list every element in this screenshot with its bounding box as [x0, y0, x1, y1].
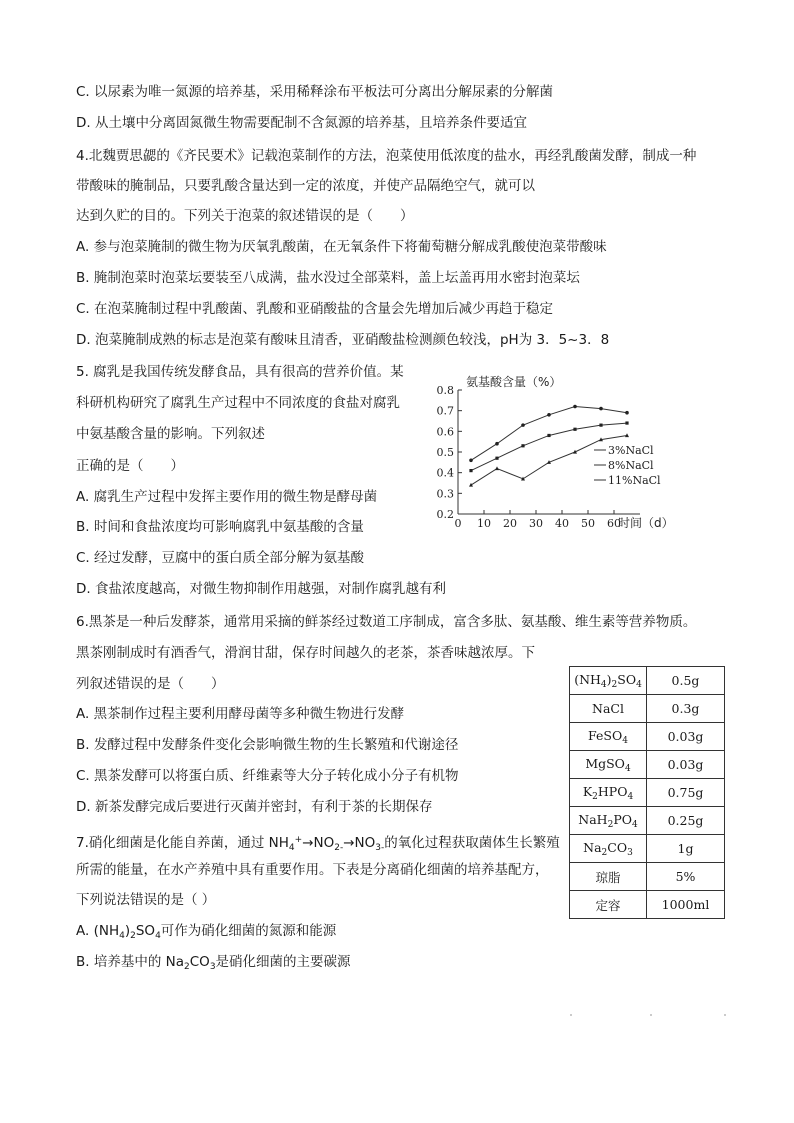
component-name: 2 [611, 679, 618, 690]
table-row [570, 863, 725, 891]
component-cell [570, 695, 647, 723]
data-point [625, 433, 629, 437]
x-tick-label: 30 [529, 517, 543, 530]
legend-entry: 3%NaCl [608, 444, 654, 457]
component-name: Na [583, 839, 602, 855]
q4-option-c: C. 在泡菜腌制过程中乳酸菌、乳酸和亚硝酸盐的含量会先增加后减少再趋于稳定 [76, 301, 554, 317]
subscript: 3- [375, 843, 385, 853]
q6-option-c: C. 黑茶发酵可以将蛋白质、纤维素等大分子转化成小分子有机物 [76, 768, 459, 784]
x-tick-label: 60 [607, 517, 621, 530]
component-cell [570, 779, 647, 807]
component-name: K [582, 783, 593, 799]
decorative-dot [570, 1014, 572, 1016]
q4-stem-line3: 达到久贮的目的。下列关于泡菜的叙述错误的是（ ） [76, 208, 414, 224]
x-tick-label: 50 [581, 517, 595, 530]
data-point [573, 405, 577, 409]
y-tick-label: 0.5 [436, 446, 454, 459]
x-tick-label: 20 [503, 517, 517, 530]
component-name: NaCl [592, 701, 624, 716]
component-name: 2 [592, 791, 598, 802]
amount-cell: 1000ml [647, 891, 725, 919]
y-tick-label: 0.7 [436, 404, 454, 418]
decorative-dot [650, 1014, 652, 1016]
x-axis-label: 时间（d） [618, 516, 674, 530]
table-row [570, 807, 725, 835]
q5-stem-line3: 中氨基酸含量的影响。下列叙述 [76, 426, 265, 442]
q4-option-b: B. 腌制泡菜时泡菜坛要装至八成满，盐水没过全部菜料，盖上坛盖再用水密封泡菜坛 [76, 270, 580, 286]
component-name: 4 [636, 679, 642, 690]
data-point [625, 411, 629, 415]
q7-option-a-text: ) [124, 923, 131, 939]
amount-cell: 0.25g [647, 807, 725, 835]
y-tick-label: 0.2 [436, 508, 454, 521]
data-point [495, 442, 499, 446]
q6-option-b: B. 发酵过程中发酵条件变化会影响微生物的生长繁殖和代谢途径 [76, 737, 459, 753]
component-name: FeSO [588, 727, 623, 743]
q7-option-a-text: SO [135, 923, 156, 939]
data-point [469, 458, 473, 462]
data-point [599, 424, 602, 427]
legend-entry: 8%NaCl [608, 459, 654, 472]
q7-stem-text: →NO [302, 835, 335, 851]
table-row [570, 751, 725, 779]
y-axis-label: 氨基酸含量（%） [466, 375, 562, 389]
table-row [570, 779, 725, 807]
q7-stem-line1 [76, 830, 560, 858]
q5-option-a: A. 腐乳生产过程中发挥主要作用的微生物是酵母菌 [76, 489, 378, 505]
subscript: 4 [288, 843, 295, 853]
amount-cell: 5% [647, 863, 725, 891]
y-tick-label: 0.4 [436, 466, 454, 480]
culture-medium-table [569, 666, 725, 919]
data-point [573, 428, 576, 431]
data-point [547, 413, 551, 417]
component-cell [570, 835, 647, 863]
q6-option-d: D. 新茶发酵完成后要进行灭菌并密封，有利于茶的长期保存 [76, 799, 433, 815]
q5-stem-line1: 5. 腐乳是我国传统发酵食品，具有很高的营养价值。某 [76, 364, 404, 380]
component-name: SO [617, 671, 637, 687]
table-row [570, 667, 725, 695]
component-cell [570, 891, 647, 919]
q5-option-b: B. 时间和食盐浓度均可影响腐乳中氨基酸的含量 [76, 519, 364, 535]
q7-stem-text: 的氧化过程获取菌体生长繁殖 [384, 835, 560, 851]
component-cell [570, 807, 647, 835]
x-tick-label: 0 [454, 517, 462, 530]
amount-cell: 0.03g [647, 723, 725, 751]
q5-option-d: D. 食盐浓度越高，对微生物抑制作用越强，对制作腐乳越有利 [76, 581, 446, 597]
q6-stem-line1: 6.黑茶是一种后发酵茶，通常用采摘的鲜茶经过数道工序制成，富含多肽、氨基酸、维生素等营养物质。 [76, 614, 697, 630]
data-point [521, 423, 525, 427]
data-point [469, 469, 472, 472]
component-name: 4 [600, 679, 607, 690]
subscript: 4 [155, 931, 161, 941]
component-cell [570, 723, 647, 751]
q7-option-b-text: B. 培养基中的 Na [76, 954, 185, 970]
component-name: 4 [627, 791, 634, 802]
data-point [599, 407, 603, 411]
data-point [625, 421, 628, 424]
subscript: 4 [119, 931, 125, 941]
amount-cell: 1g [647, 835, 725, 863]
component-name: 3 [627, 847, 633, 858]
amount-cell: 0.3g [647, 695, 725, 723]
component-name: ) [606, 671, 612, 687]
subscript: 2- [334, 843, 344, 853]
table-row [570, 835, 725, 863]
option-d-previous: D. 从土壤中分离固氮微生物需要配制不含氮源的培养基，且培养条件要适宜 [76, 115, 527, 131]
component-name: (NH [574, 671, 601, 687]
data-point [495, 466, 499, 470]
amount-cell: 0.5g [647, 667, 725, 695]
superscript: + [294, 835, 303, 845]
option-c-previous: C. 以尿素为唯一氮源的培养基，采用稀释涂布平板法可分离出分解尿素的分解菌 [76, 84, 554, 100]
subscript: 2 [130, 931, 136, 941]
y-tick-label: 0.8 [436, 384, 454, 397]
component-name: 琼脂 [595, 869, 621, 885]
q4-option-a: A. 参与泡菜腌制的微生物为厌氧乳酸菌，在无氧条件下将葡萄糖分解成乳酸使泡菜带酸味 [76, 239, 607, 255]
x-tick-label: 10 [477, 517, 491, 530]
component-name: HPO [597, 783, 628, 799]
q6-option-a: A. 黑茶制作过程主要利用酵母菌等多种微生物进行发酵 [76, 706, 405, 722]
subscript: 3 [209, 962, 216, 972]
decorative-dot [724, 1014, 726, 1016]
data-point [495, 457, 498, 460]
component-name: 2 [601, 847, 608, 858]
y-tick-label: 0.3 [436, 487, 454, 501]
amount-cell: 0.03g [647, 751, 725, 779]
amount-cell: 0.75g [647, 779, 725, 807]
q4-stem-line2: 带酸味的腌制品，只要乳酸含量达到一定的浓度，并使产品隔绝空气，就可以 [76, 178, 535, 194]
data-point [521, 444, 524, 447]
subscript: 2 [184, 962, 190, 972]
component-name: 4 [624, 763, 631, 774]
q5-stem-line4: 正确的是（ ） [76, 458, 184, 474]
q4-option-d: D. 泡菜腌制成熟的标志是泡菜有酸味且清香，亚硝酸盐检测颜色较浅，pH为 3．5~3．8 [76, 332, 610, 348]
data-point [547, 434, 550, 437]
q7-option-a-text: A. (NH [76, 923, 120, 939]
table-row [570, 695, 725, 723]
y-tick-label: 0.6 [436, 425, 454, 439]
component-name: 4 [622, 735, 628, 746]
q7-option-b-text: 是硝化细菌的主要碳源 [215, 954, 351, 970]
q5-stem-line2: 科研机构研究了腐乳生产过程中不同浓度的食盐对腐乳 [76, 395, 400, 411]
q7-stem-text: 7.硝化细菌是化能自养菌，通过 NH [76, 835, 289, 851]
q6-stem-line2: 黑茶刚制成时有酒香气，滑润甘甜，保存时间越久的老茶，茶香味越浓厚。下 [76, 645, 535, 661]
q7-option-a-text: 可作为硝化细菌的氮源和能源 [160, 923, 337, 939]
table-row [570, 723, 725, 751]
q7-option-b-text: CO [189, 954, 210, 970]
x-tick-label: 40 [555, 517, 569, 530]
component-name: CO [607, 839, 628, 855]
component-name: 定容 [595, 897, 621, 913]
table-row [570, 891, 725, 919]
q4-stem-line1: 4.北魏贾思勰的《齐民要术》记载泡菜制作的方法，泡菜使用低浓度的盐水，再经乳酸菌发酵，制成一种 [76, 148, 697, 164]
component-name: 4 [631, 819, 638, 830]
q7-option-a [76, 921, 336, 946]
q7-stem-line2: 所需的能量，在水产养殖中具有重要作用。下表是分离硝化细菌的培养基配方， [76, 862, 549, 878]
component-cell [570, 667, 647, 695]
component-name: MgSO [585, 755, 625, 771]
component-name: 2 [607, 819, 614, 830]
amino-acid-chart [430, 372, 680, 532]
component-name: NaH [578, 811, 608, 827]
component-name: PO [613, 811, 632, 827]
legend-entry: 11%NaCl [608, 474, 661, 487]
q5-option-c: C. 经过发酵，豆腐中的蛋白质全部分解为氨基酸 [76, 550, 365, 566]
q7-option-b [76, 952, 351, 977]
component-cell [570, 751, 647, 779]
q7-stem-line3: 下列说法错误的是（ ） [76, 892, 216, 908]
q6-stem-line3: 列叙述错误的是（ ） [76, 676, 225, 692]
component-cell [570, 863, 647, 891]
q7-stem-text: →NO [343, 835, 376, 851]
